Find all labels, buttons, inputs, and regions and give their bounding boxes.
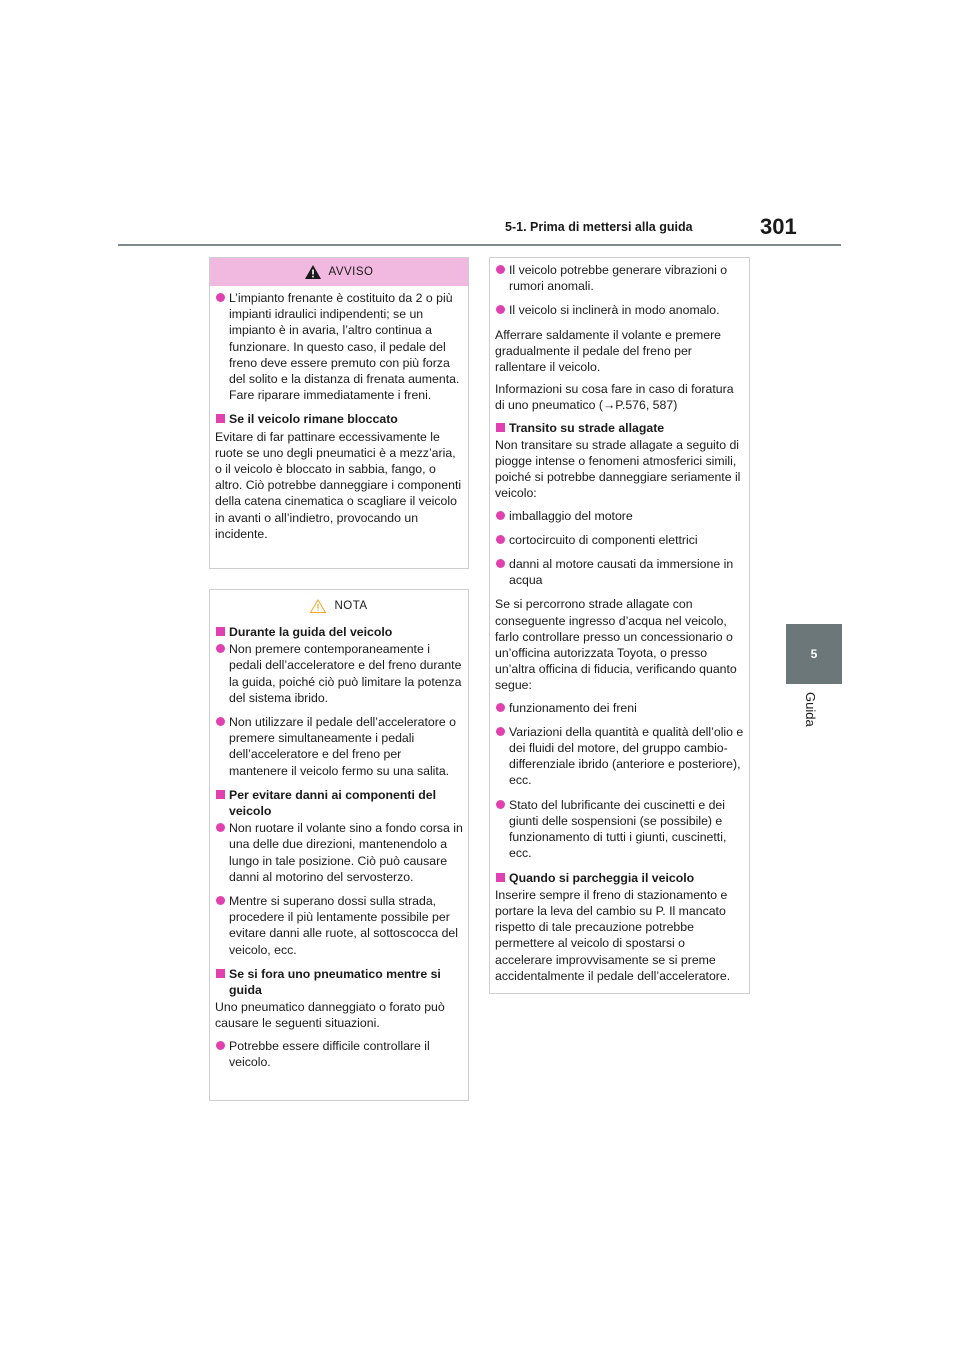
page-number: 301 bbox=[760, 214, 797, 239]
bullet-icon bbox=[496, 511, 505, 520]
bullet-icon bbox=[216, 896, 225, 905]
square-bullet-icon bbox=[496, 873, 505, 882]
list-item: Il veicolo si inclinerà in modo anomalo. bbox=[495, 302, 744, 318]
bullet-icon bbox=[496, 727, 505, 736]
square-bullet-icon bbox=[216, 414, 225, 423]
paragraph: Evitare di far pattinare eccessivamente le ruote se uno degli pneumatici è a mezz’aria, o il veicolo è bloccato in sabbia, fango, o altro. Ciò potrebbe danneggiare i componenti della catena cinematica o scagliare il veicolo in avanti o all’indietro, provocando un incidente. bbox=[215, 429, 462, 541]
list-item: cortocircuito di componenti elettrici bbox=[495, 532, 744, 548]
square-bullet-icon bbox=[216, 790, 225, 799]
bullet-icon bbox=[216, 717, 225, 726]
square-bullet-icon bbox=[216, 627, 225, 636]
paragraph: Afferrare saldamente il volante e premere gradualmente il pedale del freno per rallentare il veicolo. bbox=[495, 327, 722, 375]
chapter-label: Guida bbox=[803, 692, 818, 727]
list-item: Non ruotare il volante sino a fondo corsa in una delle due direzioni, mantenendolo a lungo in tale posizione. Ciò può causare danni al motorino del servosterzo. bbox=[215, 820, 463, 885]
avviso-title: AVVISO bbox=[328, 266, 374, 278]
bullet-icon bbox=[496, 265, 505, 274]
section-title: 5-1. Prima di mettersi alla guida bbox=[505, 220, 693, 234]
bullet-icon bbox=[216, 644, 225, 653]
section-heading: Quando si parcheggia il veicolo bbox=[495, 870, 744, 886]
bullet-icon bbox=[496, 535, 505, 544]
list-item: Mentre si superano dossi sulla strada, procedere il più lentamente possibile per evitare danni alle ruote, al sottoscocca del veicolo, ecc. bbox=[215, 893, 463, 958]
list-item: Non utilizzare il pedale dell’acceleratore o premere simultaneamente i pedali dell’acceleratore e del freno per mantenere il veicolo fermo su una salita. bbox=[215, 714, 463, 779]
chapter-tab[interactable]: 5 bbox=[786, 624, 842, 684]
paragraph: Inserire sempre il freno di stazionamento e portare la leva del cambio su P. Il mancato rispetto di tale precauzione potrebbe permettere al veicolo di spostarsi o accelerare improvvisamente se si preme accidentalmente il pedale dell’acceleratore. bbox=[495, 887, 731, 983]
list-item: Il veicolo potrebbe generare vibrazioni o rumori anomali. bbox=[495, 262, 744, 294]
section-heading: Se il veicolo rimane bloccato bbox=[215, 411, 463, 427]
square-bullet-icon bbox=[216, 969, 225, 978]
square-bullet-icon bbox=[496, 423, 505, 432]
section-heading: Durante la guida del veicolo bbox=[215, 624, 463, 640]
bullet-icon bbox=[496, 559, 505, 568]
avviso-header bbox=[210, 258, 468, 286]
section-heading: Per evitare danni ai componenti del veicolo bbox=[215, 787, 463, 819]
paragraph: Uno pneumatico danneggiato o forato può causare le seguenti situazioni. bbox=[215, 1000, 445, 1031]
nota-header bbox=[210, 592, 468, 620]
list-item: L’impianto frenante è costituito da 2 o più impianti idraulici indipendenti; se un impianto è in avaria, l’altro continua a funzionare. In questo caso, il pedale del freno deve essere premuto con più forza del solito e la distanza di frenata aumenta. Fare riparare immediatamente i freni. bbox=[215, 290, 463, 403]
list-item: Variazioni della quantità e qualità dell’olio e dei fluidi del motore, del gruppo cambio-differenziale ibrido (anteriore e posteriore), ecc. bbox=[495, 724, 744, 789]
list-item: Potrebbe essere difficile controllare il veicolo. bbox=[215, 1038, 463, 1070]
section-heading: Se si fora uno pneumatico mentre si guida bbox=[215, 966, 463, 998]
avviso-box bbox=[209, 257, 469, 569]
list-item: Non premere contemporaneamente i pedali dell’acceleratore e del freno durante la guida, poiché ciò può limitare la potenza del sistema ibrido. bbox=[215, 641, 463, 706]
continued-notes-box bbox=[489, 257, 750, 994]
section-heading: Transito su strade allagate bbox=[495, 420, 744, 436]
bullet-icon bbox=[216, 1041, 225, 1050]
paragraph: Non transitare su strade allagate a seguito di piogge intense o fenomeni atmosferici simili, poiché si potrebbe danneggiare seriamente il veicolo: bbox=[495, 437, 741, 501]
paragraph: Se si percorrono strade allagate con conseguente ingresso d’acqua nel veicolo, farlo controllare presso un concessionario o un’officina autorizzata Toyota, o presso un’altra officina di fiducia, verificando quanto segue: bbox=[495, 597, 737, 693]
bullet-icon bbox=[496, 800, 505, 809]
header-rule bbox=[118, 244, 841, 246]
list-item: Stato del lubrificante dei cuscinetti e dei giunti delle sospensioni (se possibile) e funzionamento di tutti i giunti, cuscinetti, ecc. bbox=[495, 797, 744, 862]
list-item: funzionamento dei freni bbox=[495, 700, 744, 716]
warning-triangle-icon bbox=[305, 265, 321, 279]
list-item: danni al motore causati da immersione in acqua bbox=[495, 556, 744, 588]
bullet-icon bbox=[216, 293, 225, 302]
bullet-icon bbox=[496, 305, 505, 314]
nota-title: NOTA bbox=[334, 600, 368, 612]
list-item: imballaggio del motore bbox=[495, 508, 744, 524]
nota-box bbox=[209, 589, 469, 1101]
bullet-icon bbox=[496, 703, 505, 712]
bullet-icon bbox=[216, 823, 225, 832]
caution-triangle-icon bbox=[310, 599, 326, 613]
paragraph-page-reference: Informazioni su cosa fare in caso di foratura di uno pneumatico (→P.576, 587) bbox=[495, 382, 734, 413]
